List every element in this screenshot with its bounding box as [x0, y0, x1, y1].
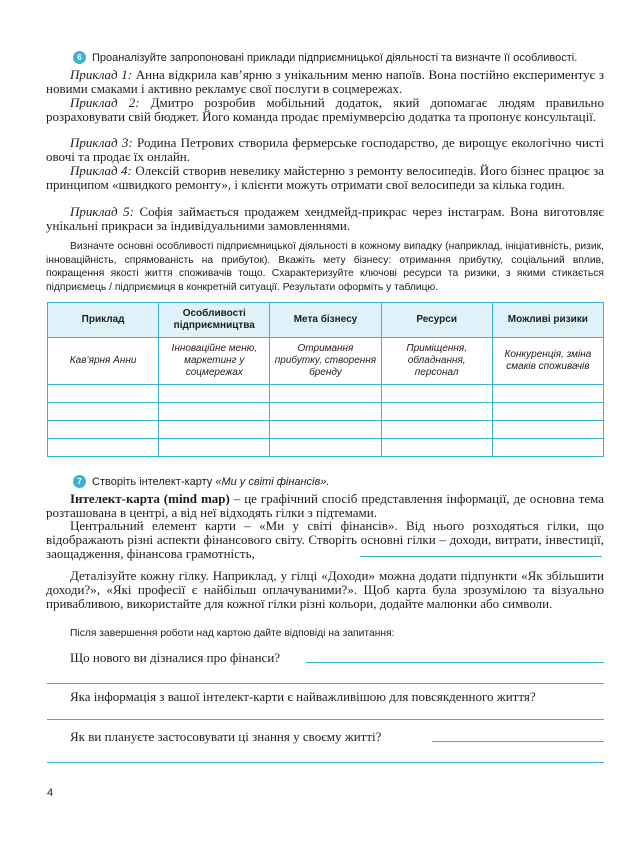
example-label: Приклад 4:: [70, 163, 132, 178]
task-7-title: [92, 476, 329, 488]
example-label: Приклад 1:: [70, 67, 133, 82]
table-cell-empty[interactable]: [270, 439, 381, 457]
central-element-paragraph: [46, 519, 604, 561]
table-cell-empty[interactable]: [48, 385, 159, 403]
table-cell-empty[interactable]: [381, 421, 492, 439]
example-1: [46, 68, 604, 96]
column-header: Ресурси: [381, 303, 492, 338]
answer-line[interactable]: [47, 762, 604, 763]
example-text: Анна відкрила кав’ярню з унікальним меню напоїв. Вона постійно експериментує з новими смаками і активно рекламує свої послуги в соцмережах.: [46, 67, 605, 96]
detail-paragraph: Деталізуйте кожну гілку. Наприклад, у гілці «Доходи» можна додати підпункти «Як збільшити доходи?», «Які професії є найбільш оплачуваними?». Щоб карта була зрозумілою та візуально привабливою, використайте для кожної гілки різні кольори, додайте малюнки або символи.: [46, 568, 604, 611]
page-number: 4: [47, 787, 54, 799]
answer-line[interactable]: [360, 556, 602, 557]
table-cell-empty[interactable]: [381, 385, 492, 403]
table-row-empty[interactable]: [48, 403, 604, 421]
column-header: Особливості підприємництва: [159, 303, 270, 338]
table-cell-empty[interactable]: [492, 439, 603, 457]
task-6-instruction: Визначте основні особливості підприємницької діяльності в кожному випадку (наприклад, ініціативність, ризик, інноваційність, спрямованість на прибуток). Вкажіть мету бізнесу: отримання прибутку, соціальний вплив, покращення якості життя споживачів тощо. Схарактеризуйте ключові ресурси та ризики, з якими стикається підприємець / підприємиця в конкретній ситуації. Результати оформіть у таблицю.: [46, 241, 604, 293]
definition-text: – це графічний спосіб представлення інформації, де основна тема розташована в центрі, а від неї відходять гілки з підтемами.: [46, 491, 605, 520]
table-row-empty[interactable]: [48, 439, 604, 457]
table-cell-empty[interactable]: [381, 439, 492, 457]
table-header-row: [48, 303, 604, 338]
table-cell-empty[interactable]: [159, 385, 270, 403]
example-text: Олексій створив невелику майстерню з ремонту велосипедів. Його бізнес працює за принципом «швидкого ремонту», і клієнти можуть отримати свої велосипеди за кілька годин.: [46, 163, 605, 192]
column-header: Мета бізнесу: [270, 303, 381, 338]
example-label: Приклад 3:: [70, 135, 133, 150]
table-cell: Отримання прибутку, створення бренду: [270, 338, 381, 385]
task-6-title: Проаналізуйте запропоновані приклади підприємницької діяльності та визначте її особливості.: [92, 51, 578, 64]
answer-line[interactable]: [47, 719, 604, 720]
task-7-title-text: Створіть інтелект-карту: [92, 475, 216, 488]
example-text: Родина Петрових створила фермерське господарство, де вирощує екологічно чисті овочі та продає їх онлайн.: [46, 135, 604, 164]
mind-map-definition: [46, 492, 604, 520]
table-cell-empty[interactable]: [270, 385, 381, 403]
central-element-text: Центральний елемент карти – «Ми у світі фінансів». Від нього розходяться гілки, що відображають різні аспекти фінансового світу. Створіть основні гілки – доходи, витрати, інвестиції, заощадження, фінансова грамотність,: [46, 518, 604, 561]
table-cell-empty[interactable]: [48, 403, 159, 421]
table-row-empty[interactable]: [48, 385, 604, 403]
column-header: Можливі ризики: [492, 303, 603, 338]
table-cell-empty[interactable]: [270, 421, 381, 439]
column-header: Приклад: [48, 303, 159, 338]
example-text: Дмитро розробив мобільний додаток, який допомагає людям правильно розраховувати свій бюджет. Його команда продає преміумверсію додатка та пропонує консультації.: [46, 95, 604, 124]
table-cell: Інноваційне меню, маркетинг у соцмережах: [159, 338, 270, 385]
table-cell-empty[interactable]: [159, 421, 270, 439]
example-label: Приклад 2:: [70, 95, 140, 110]
table-row: [48, 338, 604, 385]
question-3: Як ви плануєте застосовувати ці знання у своєму житті?: [70, 729, 382, 744]
table-cell-empty[interactable]: [159, 403, 270, 421]
table-row-empty[interactable]: [48, 421, 604, 439]
task-number-badge: 6: [73, 51, 86, 64]
example-5: [46, 205, 604, 233]
question-1: Що нового ви дізналися про фінанси?: [70, 650, 281, 665]
example-3: [46, 136, 604, 164]
table-cell-empty[interactable]: [492, 421, 603, 439]
question-2: Яка інформація з вашої інтелект-карти є найважливішою для повсякденного життя?: [70, 689, 536, 704]
table-cell: Кав’ярня Анни: [48, 338, 159, 385]
task-number-badge: 7: [73, 475, 86, 488]
answer-line[interactable]: [306, 662, 604, 663]
example-4: [46, 164, 604, 192]
table-cell: Конкуренція, зміна смаків споживачів: [492, 338, 603, 385]
table-cell-empty[interactable]: [270, 403, 381, 421]
definition-term: Інтелект-карта (mind map): [70, 491, 230, 506]
after-work-instruction: Після завершення роботи над картою дайте відповіді на запитання:: [70, 628, 395, 639]
example-label: Приклад 5:: [70, 204, 134, 219]
task-7-heading: [73, 475, 329, 488]
table-cell-empty[interactable]: [492, 385, 603, 403]
task-6-heading: [73, 51, 577, 64]
table-cell: Приміщення, обладнання, персонал: [381, 338, 492, 385]
example-text: Софія займається продажем хендмейд-прикрас через інстаграм. Вона виготовляє унікальні прикраси за індивідуальними замовленнями.: [46, 204, 605, 233]
answer-line[interactable]: [47, 683, 604, 684]
table-cell-empty[interactable]: [48, 439, 159, 457]
task-7-title-topic: «Ми у світі фінансів».: [215, 475, 330, 488]
business-analysis-table: [47, 302, 604, 457]
table-cell-empty[interactable]: [381, 403, 492, 421]
table-cell-empty[interactable]: [48, 421, 159, 439]
answer-line[interactable]: [432, 741, 604, 742]
example-2: [46, 96, 604, 124]
table-cell-empty[interactable]: [159, 439, 270, 457]
table-cell-empty[interactable]: [492, 403, 603, 421]
